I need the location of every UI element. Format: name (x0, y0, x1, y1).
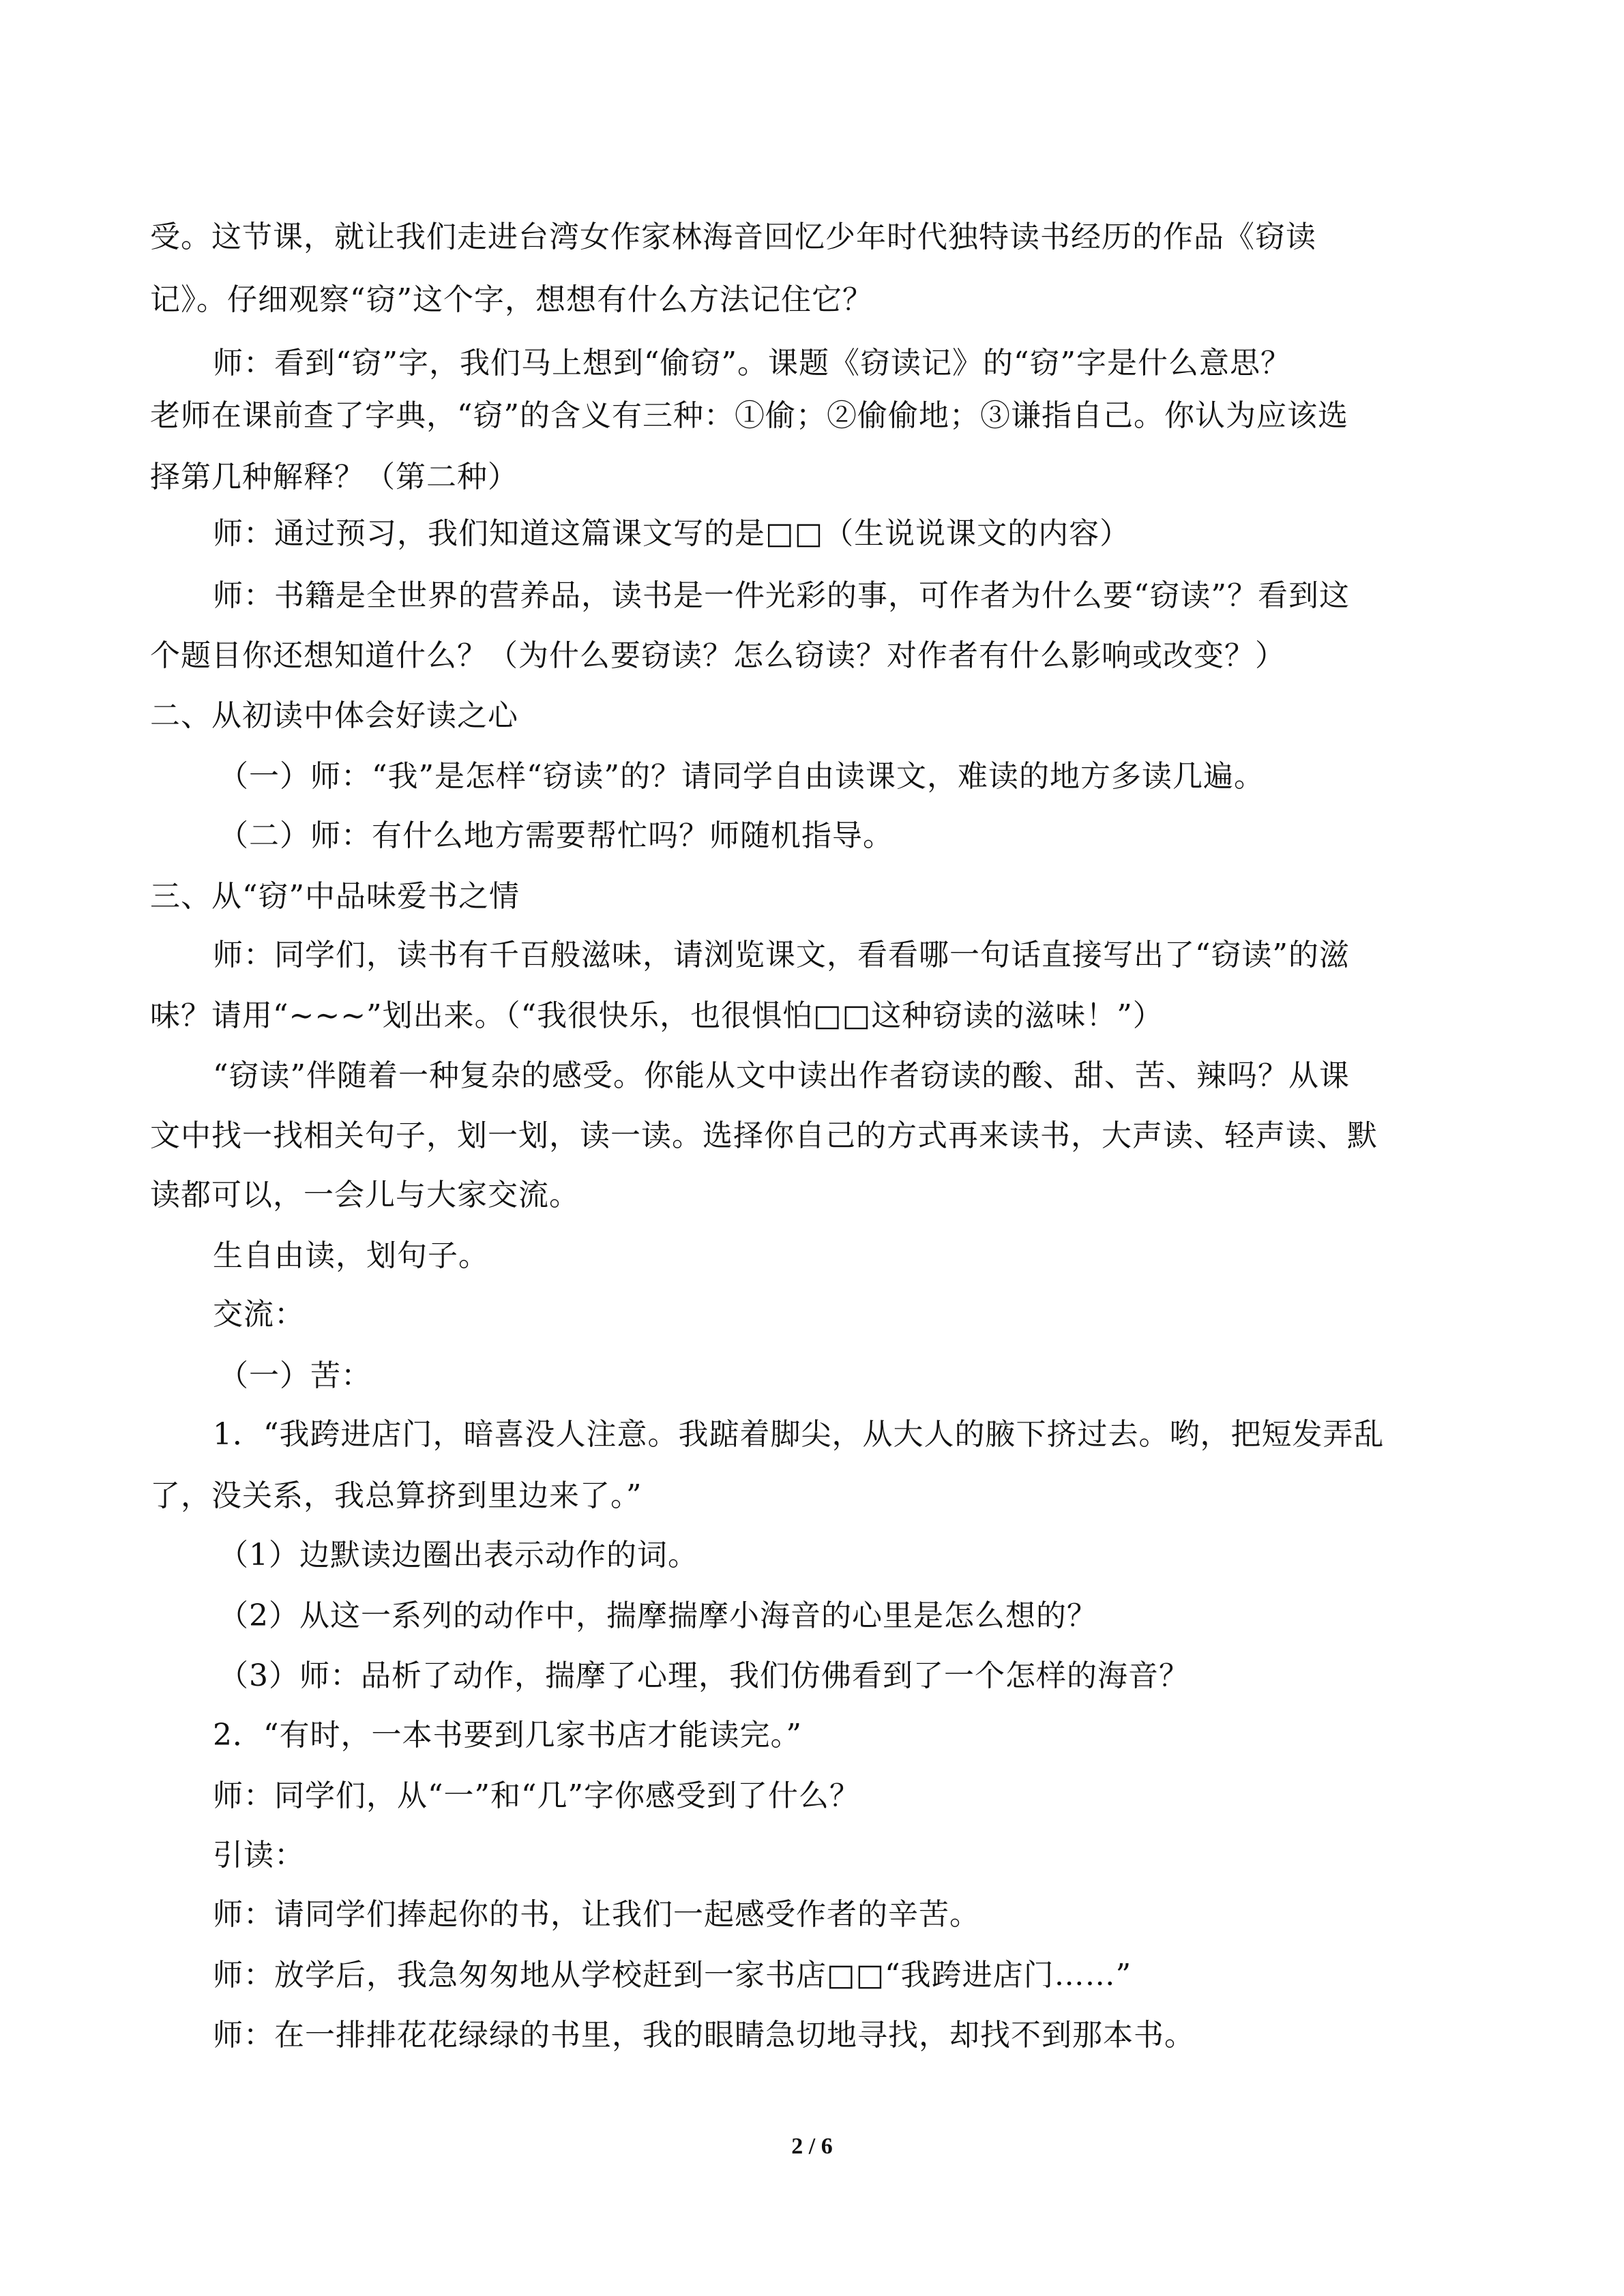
page-number: 2 / 6 (791, 2134, 833, 2159)
text-line: 交流： (213, 1297, 305, 1332)
text-line: 了，没关系，我总算挤到里边来了。” (150, 1478, 643, 1513)
text-line: 1．“我跨进店门，暗喜没人注意。我踮着脚尖，从大人的腋下挤过去。哟，把短发弄乱 (213, 1417, 1385, 1452)
text-line: 文中找一找相关句子，划一划，读一读。选择你自己的方式再来读书，大声读、轻声读、默 (150, 1118, 1378, 1153)
text-line: “窃读”伴随着一种复杂的感受。你能从文中读出作者窃读的酸、甜、苦、辣吗？从课 (213, 1058, 1350, 1093)
text-line: 师：请同学们捧起你的书，让我们一起感受作者的辛苦。 (213, 1897, 980, 1932)
text-line: 师：通过预习，我们知道这篇课文写的是□□（生说说课文的内容） (213, 516, 1131, 551)
text-line: 引读： (213, 1838, 305, 1873)
text-line: （一）师：“我”是怎样“窃读”的？请同学自由读课文，难读的地方多读几遍。 (218, 759, 1265, 794)
text-line: 读都可以，一会儿与大家交流。 (150, 1178, 580, 1212)
text-line: （二）师：有什么地方需要帮忙吗？师随机指导。 (218, 818, 894, 853)
text-line: 择第几种解释？（第二种） (150, 460, 518, 494)
section-heading: 三、从“窃”中品味爱书之情 (150, 879, 520, 914)
text-line: 记》。仔细观察“窃”这个字，想想有什么方法记住它？ (150, 282, 873, 317)
text-line: （3）师：品析了动作，揣摩了心理，我们仿佛看到了一个怎样的海音？ (218, 1658, 1190, 1693)
text-line: 老师在课前查了字典，“窃”的含义有三种：①偷；②偷偷地；③谦指自己。你认为应该选 (150, 398, 1348, 433)
text-line: （一）苦： (218, 1358, 372, 1393)
text-line: 2．“有时，一本书要到几家书店才能读完。” (213, 1718, 802, 1753)
text-line: （2）从这一系列的动作中，揣摩揣摩小海音的心里是怎么想的？ (218, 1598, 1097, 1633)
text-line: （1）边默读边圈出表示动作的词。 (218, 1538, 698, 1572)
text-line: 师：放学后，我急匆匆地从学校赶到一家书店□□“我跨进店门……” (213, 1958, 1132, 1993)
text-line: 师：书籍是全世界的营养品，读书是一件光彩的事，可作者为什么要“窃读”？看到这 (213, 578, 1350, 613)
text-line: 味？请用“~~~”划出来。（“我很快乐，也很惧怕□□这种窃读的滋味！”） (150, 998, 1164, 1033)
text-line: 个题目你还想知道什么？（为什么要窃读？怎么窃读？对作者有什么影响或改变？） (150, 638, 1286, 673)
text-line: 师：看到“窃”字，我们马上想到“偷窃”。课题《窃读记》的“窃”字是什么意思？ (213, 346, 1291, 381)
text-line: 师：同学们，从“一”和“几”字你感受到了什么？ (213, 1778, 860, 1813)
text-line: 受。这节课，就让我们走进台湾女作家林海音回忆少年时代独特读书经历的作品《窃读 (150, 220, 1316, 254)
section-heading: 二、从初读中体会好读之心 (150, 698, 518, 733)
text-line: 师：同学们，读书有千百般滋味，请浏览课文，看看哪一句话直接写出了“窃读”的滋 (213, 938, 1350, 972)
text-line: 师：在一排排花花绿绿的书里，我的眼睛急切地寻找，却找不到那本书。 (213, 2018, 1195, 2053)
text-line: 生自由读，划句子。 (213, 1238, 489, 1273)
